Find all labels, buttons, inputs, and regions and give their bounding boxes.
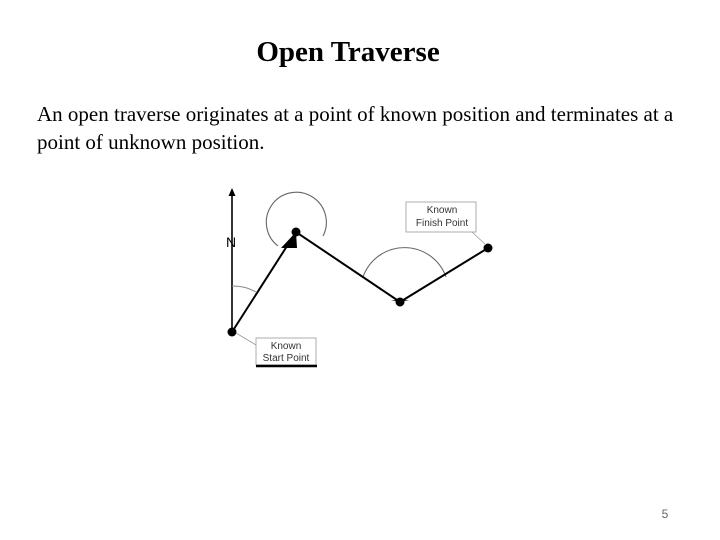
station-point-2 (396, 298, 405, 307)
slide-title: Open Traverse (256, 36, 440, 68)
finish-label-line-2: Finish Point (415, 218, 469, 229)
finish-station-point (484, 244, 493, 253)
start-station-point (228, 328, 237, 337)
start-callout-pointer (236, 333, 256, 345)
page-number: 5 (661, 507, 669, 521)
north-label: N (226, 234, 237, 250)
north-arrow-head (229, 188, 236, 196)
finish-label-line-1: Known (426, 205, 458, 216)
open-traverse-diagram (210, 180, 510, 380)
start-label-line-1: Known (270, 341, 302, 352)
traverse-legs (232, 232, 488, 332)
finish-callout-pointer (472, 232, 486, 245)
angle-arc-station-2 (363, 248, 446, 277)
angle-arc-start (232, 286, 256, 292)
station-point-1 (292, 228, 301, 237)
slide-body-text: An open traverse originates at a point of known position and terminates at a point of unknown position. (37, 102, 674, 154)
start-label-line-2: Start Point (262, 353, 310, 364)
